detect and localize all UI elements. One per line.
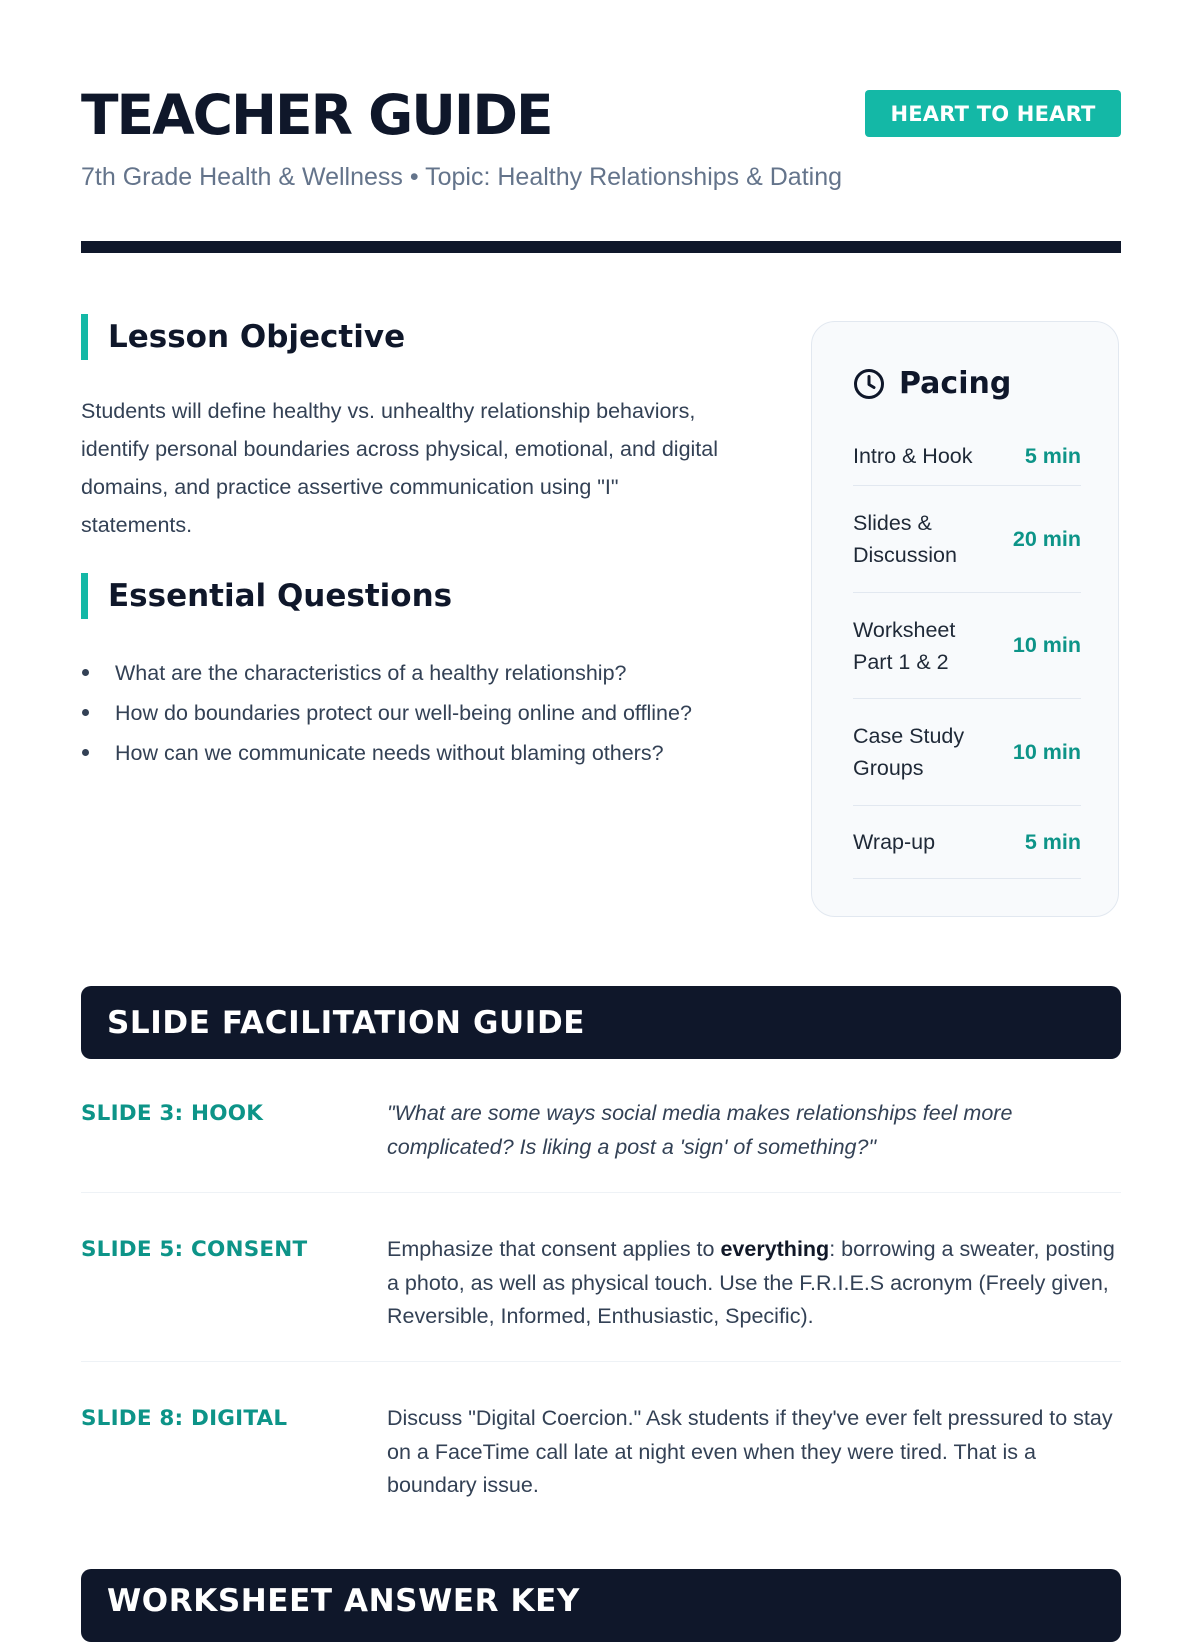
header-divider <box>81 241 1121 253</box>
bullet-icon <box>82 749 89 756</box>
slide-note: "What are some ways social media makes relationships feel more complicated? Is liking a post a 'sign' of something?" <box>387 1101 1013 1159</box>
pacing-duration: 5 min <box>1024 829 1081 854</box>
slide-label: SLIDE 8: DIGITAL <box>81 1406 288 1431</box>
lesson-objective-text: Students will define healthy vs. unhealthy relationship behaviors, identify personal boundaries across physical, emotional, and digital domains, and practice assertive communication using "I" statements. <box>81 399 719 537</box>
pacing-activity: Case Study Groups <box>853 724 965 780</box>
bullet-icon <box>82 709 89 716</box>
slide-note-text: : borrowing a sweater, posting a photo, as well as physical touch. Use the F.R.I.E.S acronym (Freely given, Reversible, Informed, Enthusiastic, Specific). <box>387 1237 1115 1328</box>
program-badge: HEART TO HEART <box>865 90 1121 137</box>
pacing-row <box>853 486 1081 593</box>
pacing-title: Pacing <box>899 366 1012 401</box>
worksheet-answer-key-banner: WORKSHEET ANSWER KEY <box>81 1569 1121 1642</box>
pacing-activity: Wrap-up <box>853 830 936 854</box>
pacing-row <box>853 427 1081 486</box>
slide-facilitation-banner: SLIDE FACILITATION GUIDE <box>81 986 1121 1059</box>
lesson-objective-heading <box>81 314 405 360</box>
page-title: TEACHER GUIDE <box>81 83 552 147</box>
slide-row <box>81 1233 1121 1362</box>
pacing-heading <box>853 366 1011 401</box>
teacher-guide-page <box>81 0 1121 1619</box>
pacing-duration: 20 min <box>1012 526 1081 551</box>
pacing-duration: 10 min <box>1012 739 1081 764</box>
pacing-activity: Intro & Hook <box>853 444 973 468</box>
slide-note-emphasis: everything <box>720 1237 830 1261</box>
slide-note <box>387 1233 1117 1334</box>
slide-label: SLIDE 3: HOOK <box>81 1101 264 1126</box>
pacing-row <box>853 806 1081 879</box>
pacing-duration: 5 min <box>1024 443 1081 468</box>
section-accent-bar <box>81 573 88 619</box>
section-title: Essential Questions <box>108 578 453 614</box>
slide-label: SLIDE 5: CONSENT <box>81 1237 308 1262</box>
question-text: What are the characteristics of a healthy relationship? <box>115 661 627 685</box>
clock-icon <box>853 368 885 400</box>
question-text: How do boundaries protect our well-being online and offline? <box>115 701 692 725</box>
pacing-activity: Slides & Discussion <box>853 511 957 567</box>
question-text: How can we communicate needs without blaming others? <box>115 741 664 765</box>
slide-row <box>81 1097 1121 1193</box>
section-accent-bar <box>81 314 88 360</box>
bullet-icon <box>82 669 89 676</box>
slide-note-text: Emphasize that consent applies to <box>387 1237 721 1261</box>
list-item <box>81 696 741 730</box>
pacing-row <box>853 699 1081 806</box>
pacing-duration: 10 min <box>1012 633 1081 657</box>
slide-row <box>81 1402 1121 1512</box>
list-item <box>81 656 741 690</box>
pacing-activity: Worksheet Part 1 & 2 <box>853 617 956 674</box>
section-title: Lesson Objective <box>108 319 406 355</box>
list-item <box>81 736 741 770</box>
pacing-row <box>853 593 1081 699</box>
slide-note: Discuss "Digital Coercion." Ask students if they've ever felt pressured to stay on a FaceTime call late at night even when they were tired. That is a boundary issue. <box>387 1406 1113 1497</box>
essential-questions-heading <box>81 573 452 619</box>
essential-questions-list <box>81 656 741 776</box>
pacing-card <box>811 321 1119 917</box>
page-subtitle: 7th Grade Health & Wellness • Topic: Healthy Relationships & Dating <box>81 163 842 191</box>
guide-header <box>81 0 1121 254</box>
